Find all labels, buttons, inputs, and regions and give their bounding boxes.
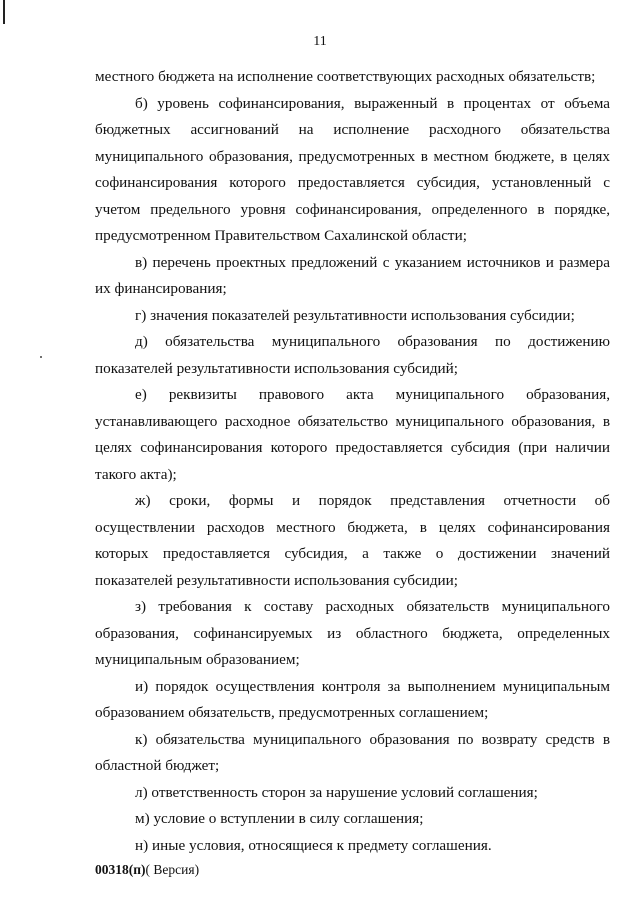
paragraph-item-k: к) обязательства муниципального образования по возврату средств в областной бюджет; [95, 730, 610, 774]
paragraph-continuation: местного бюджета на исполнение соответствующих расходных обязательств; [95, 68, 596, 85]
paragraph-item-m: м) условие о вступлении в силу соглашения; [135, 810, 424, 827]
document-body [95, 64, 610, 859]
paragraph-item-zh: ж) сроки, формы и порядок представления отчетности об осуществлении расходов местного бюджета, в целях софинансирования которых предоставляется субсидия, а также о достижении значений показателей результативности использования субсидии; [95, 492, 610, 589]
document-version: ( Версия) [145, 862, 200, 877]
paragraph-item-l: л) ответственность сторон за нарушение условий соглашения; [135, 783, 538, 801]
paragraph-item-e: е) реквизиты правового акта муниципального образования, устанавливающего расходное обязательство муниципального образования, в целях софинансирования которого предоставляется субсидия (при наличии такого акта); [95, 386, 610, 483]
paragraph-item-n: н) иные условия, относящиеся к предмету соглашения. [135, 836, 492, 854]
scan-speck [40, 356, 42, 358]
paragraph-item-v: в) перечень проектных предложений с указанием источников и размера их финансирования; [95, 253, 610, 297]
scan-edge-mark [3, 0, 5, 24]
paragraph-item-b: б) уровень софинансирования, выраженный в процентах от объема бюджетных ассигнований на исполнение расходного обязательства муниципального образования, предусмотренных в местном бюджете, в целях софинансирования которого предоставляется субсидия, установленный с учетом предельного уровня софинансирования, определенного в порядке, предусмотренном Правительством Сахалинской области; [95, 94, 610, 244]
paragraph-item-z: з) требования к составу расходных обязательств муниципального образования, софинансируемых из областного бюджета, определенных муниципальным образованием; [95, 598, 610, 668]
page-number: 11 [313, 34, 327, 49]
paragraph-item-i: и) порядок осуществления контроля за выполнением муниципальным образованием обязательств, предусмотренных соглашением; [95, 677, 610, 721]
paragraph-item-g: г) значения показателей результативности использования субсидии; [135, 306, 575, 324]
paragraph-item-d: д) обязательства муниципального образования по достижению показателей результативности использования субсидий; [95, 333, 610, 377]
document-code: 00318(п) [95, 862, 146, 877]
document-footer [95, 862, 199, 878]
